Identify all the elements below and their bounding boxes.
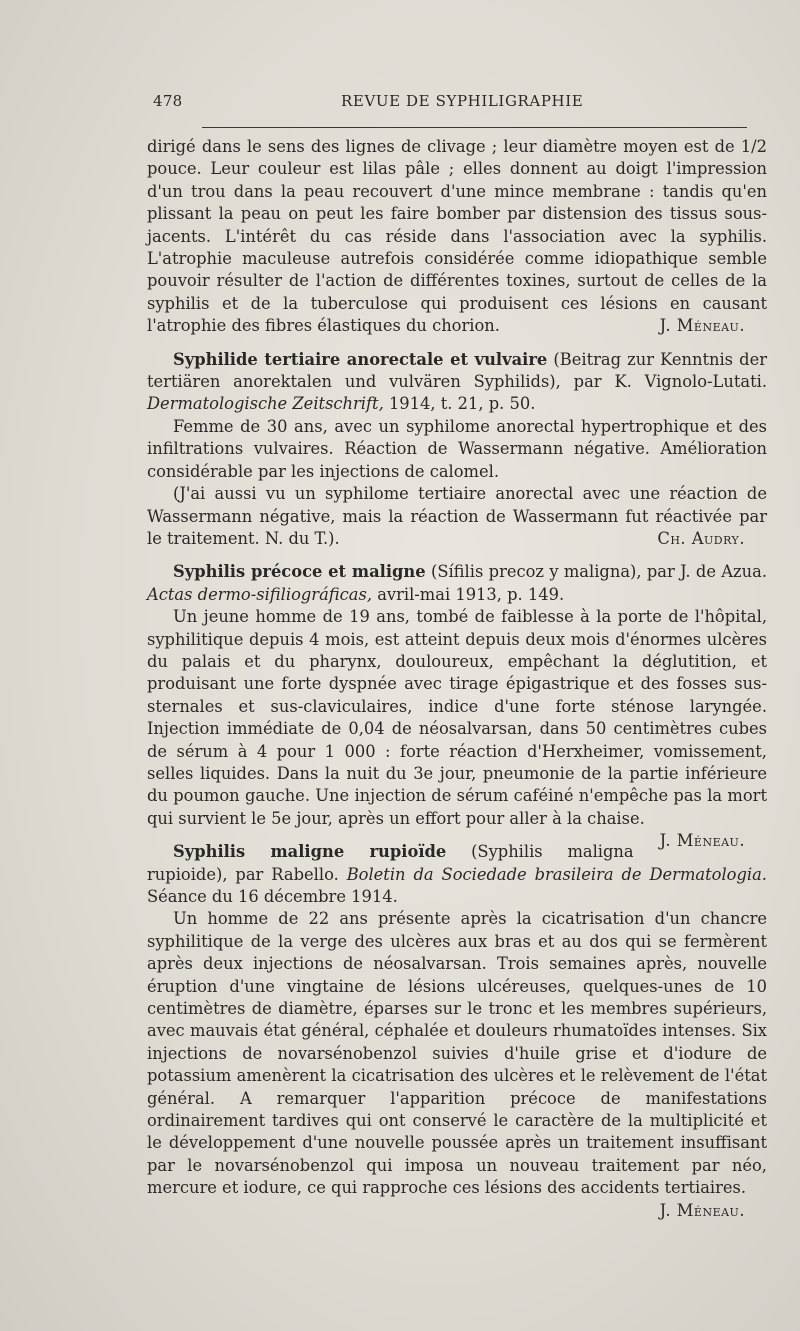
continuation-text: dirigé dans le sens des lignes de clivage ; leur diamètre moyen est de 1/2 pouce. Leur couleur est lilas pâle ; elles donnent au doigt l'impression d'un trou dans la peau recouvert d'une mince membrane : tandis qu'en plissant la peau on peut les faire bomber par distension des tissus sous-jacents. L'intérêt du cas réside dans l'association avec la syphilis. L'atrophie maculeuse autrefois considérée comme idiopathique semble pouvoir résulter de l'action de différentes toxines, surtout de celles de la syphilis et de la tuberculose qui produisent ces lésions en causant l'atrophie des fibres élastiques du chorion. [147, 137, 767, 336]
header-rule [202, 127, 747, 128]
signature: Ch. Audry. [657, 528, 745, 548]
article-paragraph [147, 606, 767, 851]
signature: J. Méneau. [659, 316, 745, 336]
article-title: Syphilide tertiaire anorectale et vulvaire [173, 349, 548, 369]
journal-name: Boletin da Sociedade brasileira de Dermatologia. [346, 864, 767, 884]
article-title: Syphilis maligne rupioïde [173, 842, 447, 862]
article-paragraph [147, 483, 767, 550]
article-reference: (Beitrag zur Kenntnis der tertiären anorektalen und vulvären Syphilids), par K. Vignolo-Lutati. [147, 349, 768, 392]
signature: J. Méneau. [659, 831, 745, 851]
journal-citation: 1914, t. 21, p. 50. [388, 394, 536, 414]
article-title: Syphilis précoce et maligne [173, 562, 426, 582]
journal-citation: Séance du 16 décembre 1914. [147, 887, 398, 906]
journal-citation: avril-mai 1913, p. 149. [377, 584, 565, 604]
page-number: 478 [153, 92, 183, 110]
paragraph-text: (J'ai aussi vu un syphilome tertiaire anorectal avec une réaction de Wassermann négative, mais la réaction de Wassermann fut réactivée par le traitement. N. du T.). [147, 484, 767, 548]
article-reference: (Syphilis maligna rupioide), par Rabello. [147, 842, 634, 884]
article-reference: (Sífilis precoz y maligna), par J. de Azua. [430, 562, 768, 582]
article-heading [147, 561, 767, 606]
page-body [147, 136, 767, 1222]
paragraph-text: Un homme de 22 ans présente après la cicatrisation d'un chancre syphilitique de la verge des ulcères aux bras et au dos qui se fermèrent après deux injections de néosalvarsan. Trois semaines après, nouvelle éruption d'une vingtaine de lésions ulcéreuses, quelques-unes de 10 centimètres de diamètre, éparses sur le tronc et les membres supérieurs, avec mauvais état général, céphalée et douleurs rhumatoïdes intenses. Six injections de novarsénobenzol suivies d'huile grise et d'iodure de potassium amenèrent la cicatrisation des ulcères et le relèvement de l'état général. A remarquer l'apparition précoce de manifestations ordinairement tardives qui ont conservé le caractère de la multiplicité et le développement d'une nouvelle poussée après un traitement insuffisant par le novarsénobenzol qui imposa un nouveau traitement par néo, mercure et iodure, ce qui rapproche ces lésions des accidents tertiaires. [147, 909, 767, 1198]
continuation-paragraph [147, 136, 767, 338]
journal-name: Dermatologische Zeitschrift, [147, 394, 384, 414]
article-heading [147, 349, 767, 416]
article-paragraph: Femme de 30 ans, avec un syphilome anorectal hypertrophique et des infiltrations vulvaires. Réaction de Wassermann négative. Amélioration considérable par les injections de calomel. [147, 416, 767, 481]
journal-name: Actas dermo-sifiliográficas, [147, 584, 373, 604]
paragraph-text: Un jeune homme de 19 ans, tombé de faiblesse à la porte de l'hôpital, syphilitique depuis 4 mois, est atteint depuis deux mois d'énormes ulcères du palais et du pharynx, douloureux, empêchant la déglutition, et produisant une forte dyspnée avec tirage épigastrique et des fosses sus-sternales et sus-claviculaires, indice d'une forte sténose laryngée. Injection immédiate de 0,04 de néosalvarsan, dans 50 centimètres cubes de sérum à 4 pour 1 000 : forte réaction d'Herxheimer, vomissement, selles liquides. Dans la nuit du 3e jour, pneumonie de la partie inférieure du poumon gauche. Une injection de sérum caféiné n'empêche pas la mort qui survient le 5e jour, après un effort pour aller à la chaise. [147, 607, 767, 828]
running-title: REVUE DE SYPHILIGRAPHIE [341, 92, 584, 110]
page-header [153, 92, 753, 114]
signature: J. Méneau. [659, 1200, 745, 1220]
article-paragraph [147, 908, 767, 1220]
